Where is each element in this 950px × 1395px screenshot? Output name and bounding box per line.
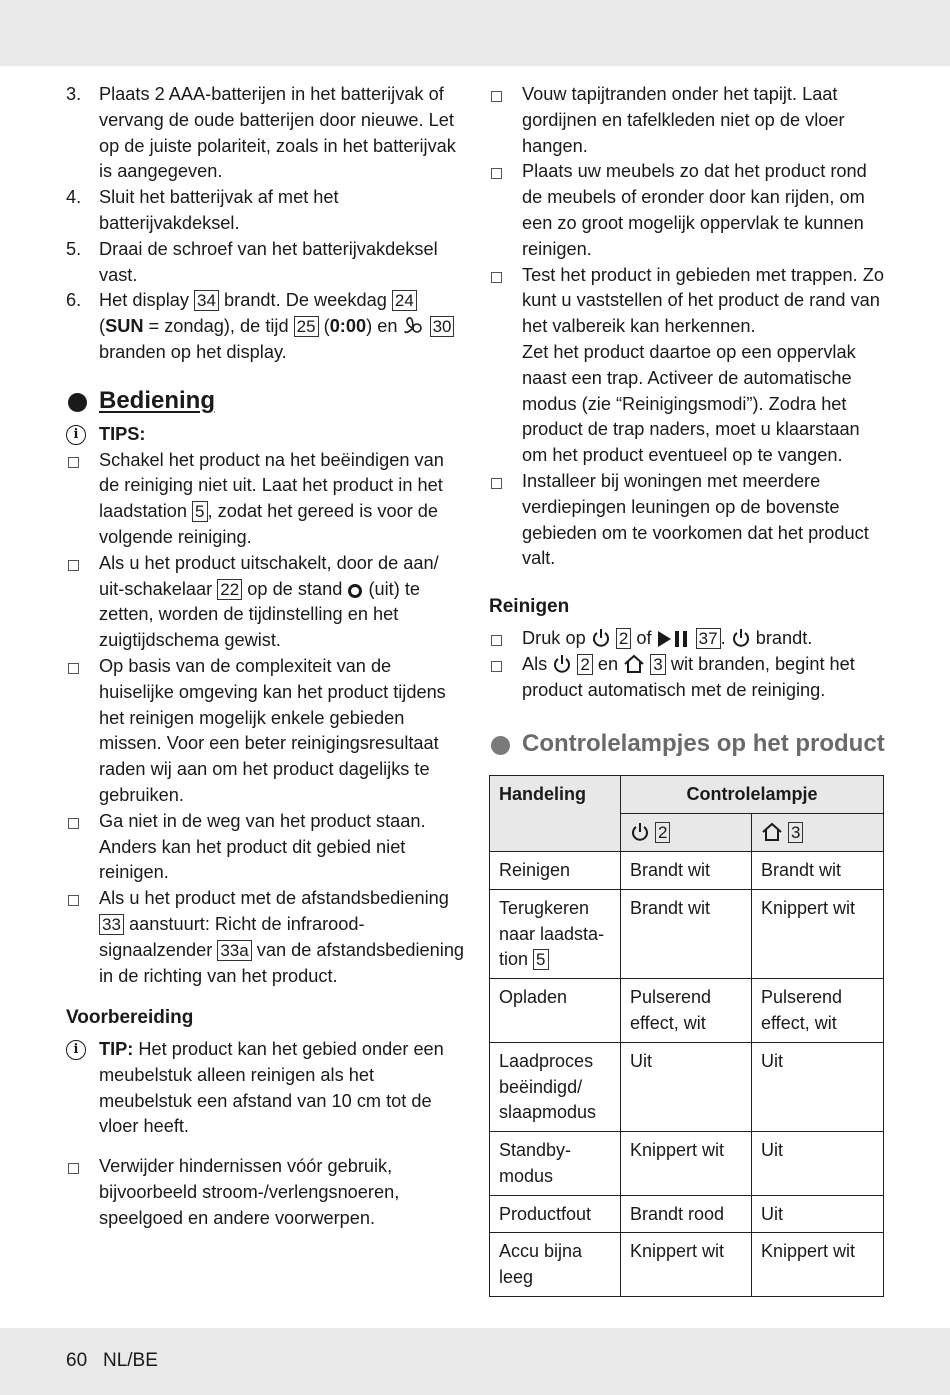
tip-item: Ga niet in de weg van het product staan. Anders kan het product dit gebied niet reinigen. [66, 809, 466, 886]
checkbox-bullet-icon [491, 661, 502, 672]
prep-item: Installeer bij woningen met meerdere verdiepingen leuningen op de bovenste gebieden om te voorkomen dat het product valt. [489, 469, 889, 572]
page-number: 60 [66, 1350, 88, 1371]
table-row: Reinigen Brandt wit Brandt wit [490, 851, 884, 889]
header-band [0, 0, 950, 66]
ref-box: 30 [430, 316, 455, 337]
info-icon: i [66, 1040, 86, 1060]
table-row: Accu bijna leeg Knippert wit Knippert wit [490, 1233, 884, 1297]
checkbox-bullet-icon [68, 457, 79, 468]
tip-item: Schakel het product na het beëindigen van de reiniging niet uit. Laat het product in het laadstation 5 , zodat het gereed is voor de volgende reiniging. [66, 448, 466, 551]
ref-box: 2 [655, 822, 670, 843]
tip-note: i TIP: Het product kan het gebied onder een meubelstuk alleen reinigen als het meubelstuk een afstand van 10 cm tot de vloer heeft. [66, 1037, 466, 1140]
tip-item: Als u het product met de afstandsbediening 33 aanstuurt: Richt de infrarood-signaalzender 33a van de afstandsbediening in de richting van het product. [66, 886, 466, 989]
table-row: Terugkeren naar laadsta- tion 5 Brandt wit Knippert wit [490, 889, 884, 978]
table-header: Controlelampje [621, 776, 884, 814]
step-4: 4. Sluit het batterijvak af met het batterijvakdeksel. [66, 187, 339, 233]
step-6: 6. Het display 34 brandt. De weekdag 24 (SUN = zondag), de tijd 25 (0:00) en 30 branden op het display. [66, 288, 466, 365]
step-3: 3. Plaats 2 AAA-batterijen in het batterijvak of vervang de oude batterijen door nieuwe. Let op de juiste polariteit, zoals in het batterijvak is aangegeven. [66, 84, 456, 182]
prep-item: Verwijder hindernissen vóór gebruik, bijvoorbeeld stroom-/verlengsnoeren, speelgoed en andere voorwerpen. [66, 1154, 466, 1231]
locale-label: NL/BE [102, 1350, 158, 1371]
power-icon [731, 628, 751, 648]
step-5: 5. Draai de schroef van het batterijvakdeksel vast. [66, 238, 438, 285]
subheading-reinigen: Reinigen [489, 596, 570, 618]
table-row: Standby- modus Knippert wit Uit [490, 1132, 884, 1196]
info-icon: i [66, 425, 86, 445]
home-icon [761, 822, 783, 842]
checkbox-bullet-icon [491, 478, 502, 489]
ref-box: 2 [577, 654, 592, 675]
page-footer [66, 1350, 158, 1372]
tip-item: Op basis van de complexiteit van de huiselijke omgeving kan het product tijdens het reinigen mogelijk enkele gebieden missen. Voor een beter reinigingsresultaat raden wij aan om het product dagelijks te gebruiken. [66, 654, 466, 809]
table-header: Handeling [490, 776, 621, 852]
right-column [489, 82, 889, 1297]
table-header [621, 814, 752, 852]
section-heading-bediening: Bediening [66, 386, 466, 416]
power-icon [630, 822, 650, 842]
prep-item: Vouw tapijtranden onder het tapijt. Laat gordijnen en tafelkleden niet op de vloer hangen. [489, 82, 889, 159]
ref-box: 2 [616, 628, 631, 649]
play-pause-icon [657, 630, 691, 648]
table-header [752, 814, 884, 852]
table-row: Opladen Pulserend effect, wit Pulserend effect, wit [490, 979, 884, 1043]
ref-box: 24 [392, 290, 417, 311]
subheading-voorbereiding: Voorbereiding [66, 1007, 194, 1029]
table-row: Productfout Brandt rood Uit [490, 1195, 884, 1233]
ref-box: 37 [696, 628, 721, 649]
clean-step: Druk op 2 of 37 . brandt. [489, 626, 889, 652]
indicator-table [489, 775, 884, 1297]
power-icon [552, 654, 572, 674]
off-position-icon [347, 583, 363, 599]
checkbox-bullet-icon [68, 895, 79, 906]
tips-note: i TIPS: [66, 422, 466, 448]
prep-item: Test het product in gebieden met trappen. Zo kunt u vaststellen of het product de rand van het valbereik kan herkennen. Zet het product daartoe op een oppervlak naast een trap. Activeer de automatische modus (zie “Reinigingsmodi”). Zodra het product de trap naders, moet u klaarstaan om het product eventueel op te vangen. [489, 263, 889, 469]
clean-step: Als 2 en 3 wit branden, begint het product automatisch met de reiniging. [489, 652, 889, 704]
checkbox-bullet-icon [491, 168, 502, 179]
checkbox-bullet-icon [491, 635, 502, 646]
section-heading-controlelampjes: Controlelampjes op het product [489, 729, 889, 759]
checkbox-bullet-icon [68, 818, 79, 829]
checkbox-bullet-icon [68, 663, 79, 674]
ref-box: 22 [217, 579, 242, 600]
fan-icon [403, 316, 425, 336]
checkbox-bullet-icon [491, 272, 502, 283]
ref-box: 33a [217, 940, 251, 961]
bullet-dot-icon [491, 736, 510, 755]
ref-box: 5 [192, 501, 207, 522]
table-row: Laadproces beëindigd/ slaapmodus Uit Uit [490, 1042, 884, 1131]
checkbox-bullet-icon [491, 91, 502, 102]
tip-item: Als u het product uitschakelt, door de aan/ uit-schakelaar 22 op de stand (uit) te zetten, worden de tijdinstelling en het zuigtijdschema gewist. [66, 551, 466, 654]
left-column [66, 82, 466, 1232]
ref-box: 3 [650, 654, 665, 675]
power-icon [591, 628, 611, 648]
ref-box: 5 [533, 949, 548, 970]
ref-box: 33 [99, 914, 124, 935]
home-icon [623, 654, 645, 674]
bullet-dot-icon [68, 393, 87, 412]
checkbox-bullet-icon [68, 560, 79, 571]
prep-item: Plaats uw meubels zo dat het product rond de meubels of eronder door kan rijden, om een zo groot mogelijk oppervlak te kunnen reinigen. [489, 159, 889, 262]
ref-box: 3 [788, 822, 803, 843]
ref-box: 34 [194, 290, 219, 311]
ref-box: 25 [294, 316, 319, 337]
checkbox-bullet-icon [68, 1163, 79, 1174]
